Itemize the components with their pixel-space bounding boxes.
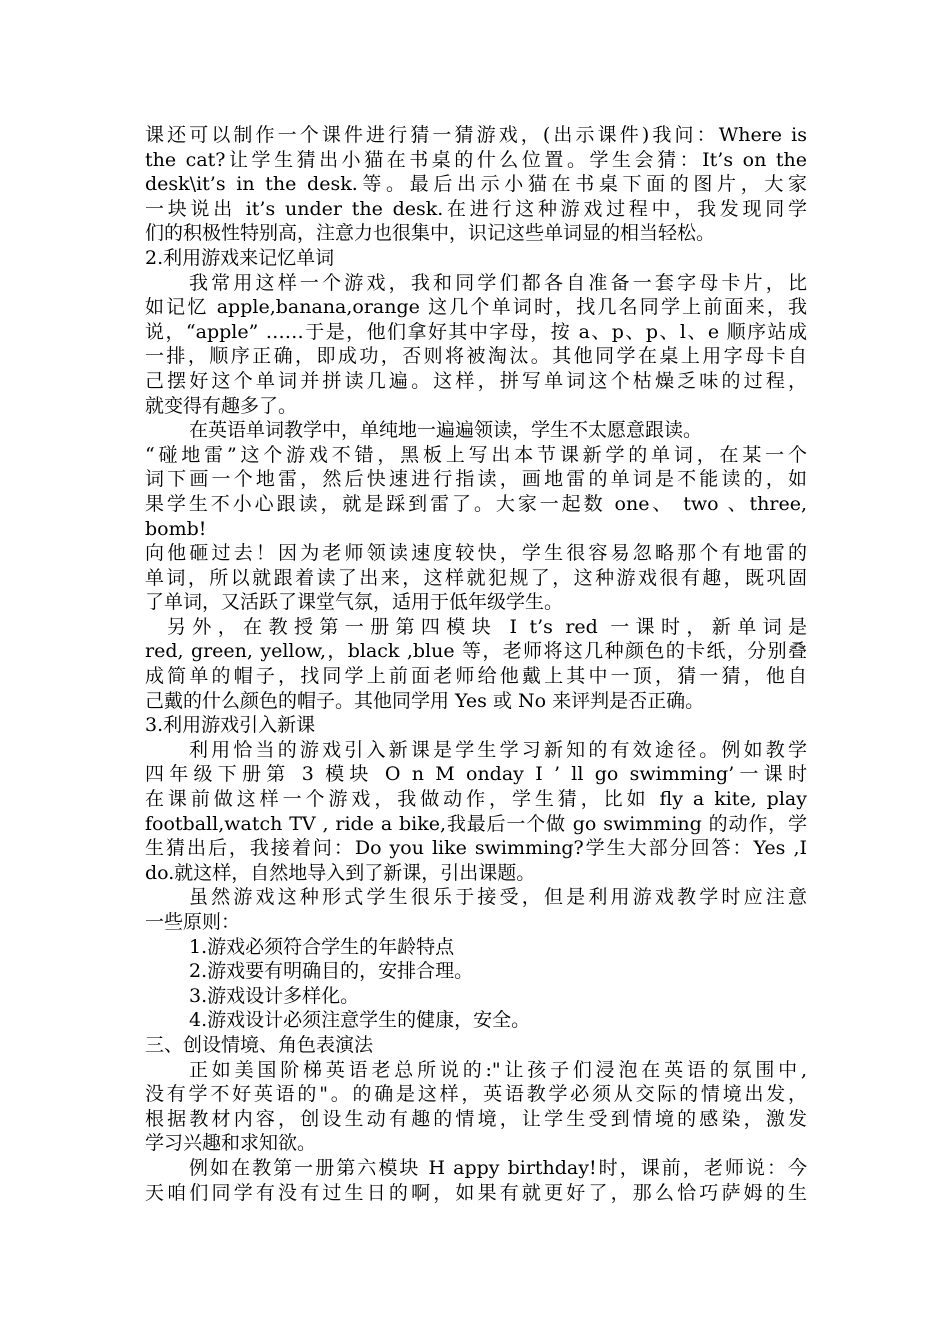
text-line: 己摆好这个单词并拼读几遍。这样，拼写单词这个枯燥乏味的过程， <box>145 369 807 392</box>
text-line: 词下画一个地雷，然后快速进行指读，画地雷的单词是不能读的，如 <box>145 468 807 491</box>
text-line: 就变得有趣多了。 <box>145 394 298 417</box>
text-line: 虽然游戏这种形式学生很乐于接受，但是利用游戏教学时应注意 <box>189 886 807 909</box>
text-line: 学习兴趣和求知欲。 <box>145 1132 317 1155</box>
text-line: 四年级下册第 3 模块 O n M onday I ’ ll go swimming’一课时 <box>145 763 807 786</box>
text-line: do.就这样，自然地导入到了新课，引出课题。 <box>145 861 536 884</box>
text-line: 根据教材内容，创设生动有趣的情境，让学生受到情境的感染，激发 <box>145 1107 807 1130</box>
text-line: 在英语单词教学中，单纯地一遍遍领读，学生不太愿意跟读。 <box>189 419 703 442</box>
text-line: 课还可以制作一个课件进行猜一猜游戏，(出示课件)我问：Where is <box>145 124 807 146</box>
text-line: 1.游戏必须符合学生的年龄特点 <box>189 935 455 958</box>
text-line: the cat?让学生猜出小猫在书桌的什么位置。学生会猜：It’s on the <box>145 148 807 171</box>
text-line: 一些原则： <box>145 911 241 933</box>
text-line: 正如美国阶梯英语老总所说的:"让孩子们浸泡在英语的氛围中, <box>189 1058 807 1081</box>
text-line: 如记忆 apple,banana,orange 这几个单词时，找几名同学上前面来，我 <box>145 296 807 319</box>
text-line: 另外，在教授第一册第四模块 I t’s red 一课时，新单词是 <box>167 615 807 638</box>
text-line: 成简单的帽子，找同学上前面老师给他戴上其中一顶，猜一猜，他自 <box>145 665 807 688</box>
text-line: 天咱们同学有没有过生日的啊，如果有就更好了，那么恰巧萨姆的生 <box>145 1181 807 1204</box>
text-line: 单词，所以就跟着读了出来，这样就犯规了，这种游戏很有趣，既巩固 <box>145 566 807 589</box>
text-line: 一排，顺序正确，即成功，否则将被淘汰。其他同学在桌上用字母卡自 <box>145 345 807 368</box>
text-line: 例如在教第一册第六模块 H appy birthday!时，课前，老师说：今 <box>189 1156 807 1179</box>
document-body <box>145 123 807 1205</box>
text-line: 2.利用游戏来记忆单词 <box>145 246 335 269</box>
text-line: red, green, yellow,，black ,blue 等，老师将这几种颜色的卡纸，分别叠 <box>145 640 807 663</box>
text-line: bomb! <box>145 517 207 540</box>
text-line: 4.游戏设计必须注意学生的健康，安全。 <box>189 1009 531 1032</box>
text-line: football,watch TV , ride a bike,我最后一个做 go swimming 的动作，学 <box>145 812 807 835</box>
text-line: “碰地雷”这个游戏不错，黑板上写出本节课新学的单词，在某一个 <box>145 443 807 466</box>
text-line: 向他砸过去！因为老师领读速度较快，学生很容易忽略那个有地雷的 <box>145 542 807 565</box>
text-line: 果学生不小心跟读，就是踩到雷了。大家一起数 one、 two 、three, <box>145 492 807 515</box>
text-line: desk\it’s in the desk.等。最后出示小猫在书桌下面的图片，大家 <box>145 173 807 196</box>
text-line: 三、创设情境、角色表演法 <box>145 1033 374 1056</box>
text-line: 说，“apple” ……于是，他们拿好其中字母，按 a、p、p、l、e 顺序站成 <box>145 320 807 343</box>
text-line: 生猜出后，我接着问：Do you like swimming?学生大部分回答：Yes ,I <box>145 837 807 860</box>
text-line: 2.游戏要有明确目的，安排合理。 <box>189 960 474 983</box>
text-line: 一块说出 it’s under the desk.在进行这种游戏过程中，我发现同学 <box>145 197 807 220</box>
text-line: 们的积极性特别高，注意力也很集中，识记这些单词显的相当轻松。 <box>145 222 716 245</box>
text-line: 己戴的什么颜色的帽子。其他同学用 Yes 或 No 来评判是否正确。 <box>145 689 705 712</box>
text-line: 我常用这样一个游戏，我和同学们都各自准备一套字母卡片，比 <box>189 271 807 294</box>
text-line: 3.游戏设计多样化。 <box>189 984 360 1007</box>
text-line: 利用恰当的游戏引入新课是学生学习新知的有效途径。例如教学 <box>189 738 807 761</box>
text-line: 3.利用游戏引入新课 <box>145 714 316 737</box>
text-line: 没有学不好英语的"。的确是这样，英语教学必须从交际的情境出发， <box>145 1083 807 1106</box>
text-line: 在课前做这样一个游戏，我做动作，学生猜，比如 fly a kite, play <box>145 788 807 811</box>
text-line: 了单词，又活跃了课堂气氛，适用于低年级学生。 <box>145 591 564 614</box>
